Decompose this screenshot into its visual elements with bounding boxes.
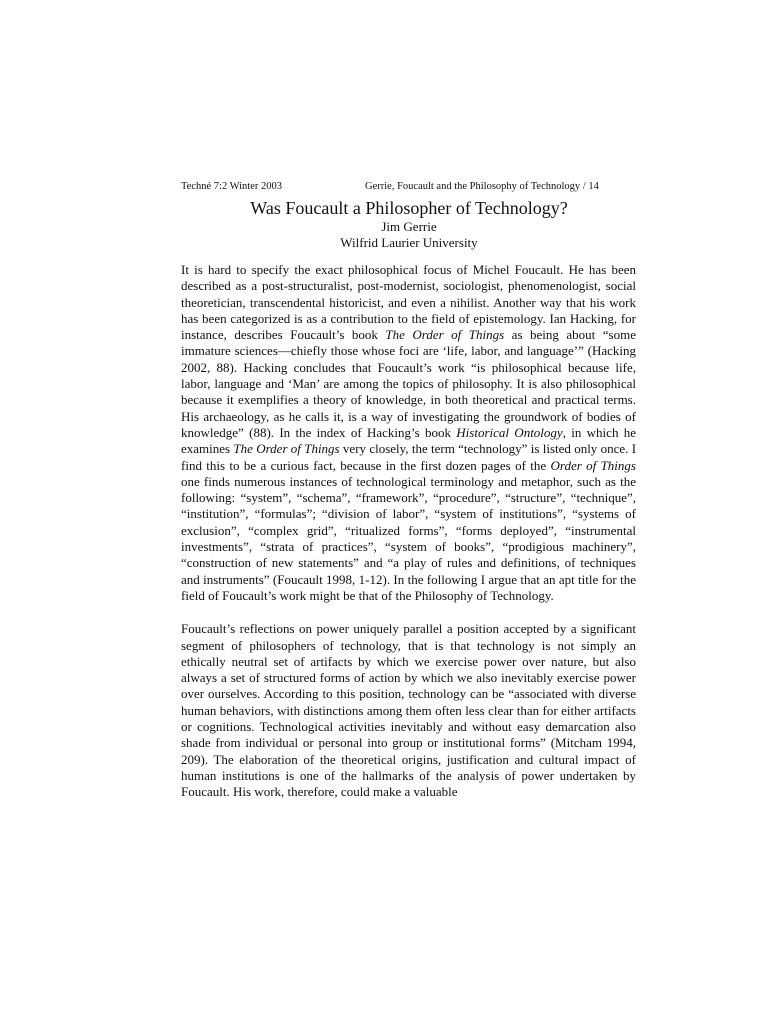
author-affiliation: Wilfrid Laurier University	[340, 235, 478, 250]
text-run: , in which he examines	[181, 424, 637, 457]
text-run: very closely, the term “technology” is listed only once. I find this to be a curious fact, because in the first dozen pages of the	[181, 441, 637, 473]
paragraph-2: Foucault’s reflections on power uniquely parallel a position accepted by a significant segment of philosophers of technology, that is that technology is not simply an ethically neutral set of artifacts by which we exercise power over nature, but also always a set of structured forms of action by which we also inevitably exercise power over ourselves. According to this position, technology can be “associated with diverse human behaviors, with distinctions among them often less clear than for either artifacts or cognitions. Technological activities inevitably and without easy demarcation also shade from individual or personal into group or institutional forms” (Mitcham 1994, 209). The elaboration of the theoretical origins, justification and cultural impact of human institutions is one of the hallmarks of the analysis of power undertaken by Foucault. His work, therefore, could make a valuable	[181, 621, 636, 800]
text-run: one finds numerous instances of technological terminology and metaphor, such as the following: “system”, “schema”, “framework”, “procedure”, “structure”, “technique”, “institution”, “formulas”; “division of labor”, “system of institutions”, “systems of exclusion”, “complex grid”, “ritualized forms”, “forms deployed”, “instrumental investments”, “strata of practices”, “system of books”, “prodigious machinery”, “construction of new statements” and “a play of rules and definitions, of techniques and instruments” (Foucault 1998, 1-12). In the following I argue that an apt title for the field of Foucault’s work might be that of the Philosophy of Technology.	[181, 473, 636, 603]
book-title: The Order of Things	[385, 327, 505, 343]
book-title: Order of Things	[550, 457, 636, 473]
article-body	[181, 262, 636, 801]
journal-issue: Techné 7:2 Winter 2003	[181, 181, 282, 192]
paragraph-1	[181, 262, 636, 604]
article-title: Was Foucault a Philosopher of Technology?	[250, 198, 568, 218]
book-title: The Order of Things	[233, 441, 340, 457]
running-header	[181, 180, 637, 194]
title-block	[181, 197, 637, 251]
text-run: as being about “some immature sciences—chiefly those whose foci are ‘life, labor, and language’” (Hacking 2002, 88). Hacking concludes that Foucault’s work “is philosophical because life, labor, language and ‘Man’ are among the topics of philosophy. It is also philosophical because it exemplifies a theory of knowledge, in both theoretical and practical terms. His archaeology, as he calls it, is a way of investigating the groundwork of bodies of knowledge” (88). In the index of Hacking’s book	[181, 327, 636, 440]
book-title: Historical Ontology	[456, 424, 563, 440]
author-name: Jim Gerrie	[381, 219, 437, 234]
text-run: It is hard to specify the exact philosophical focus of Michel Foucault. He has been described as a post-structuralist, post-modernist, sociologist, phenomenologist, social theoretician, transcendental historicist, and even a nihilist. Another way that his work has been categorized is as a contribution to the field of epistemology. Ian Hacking, for instance, describes Foucault’s book	[181, 262, 636, 343]
running-title-page-number: Gerrie, Foucault and the Philosophy of Technology / 14	[365, 181, 599, 192]
